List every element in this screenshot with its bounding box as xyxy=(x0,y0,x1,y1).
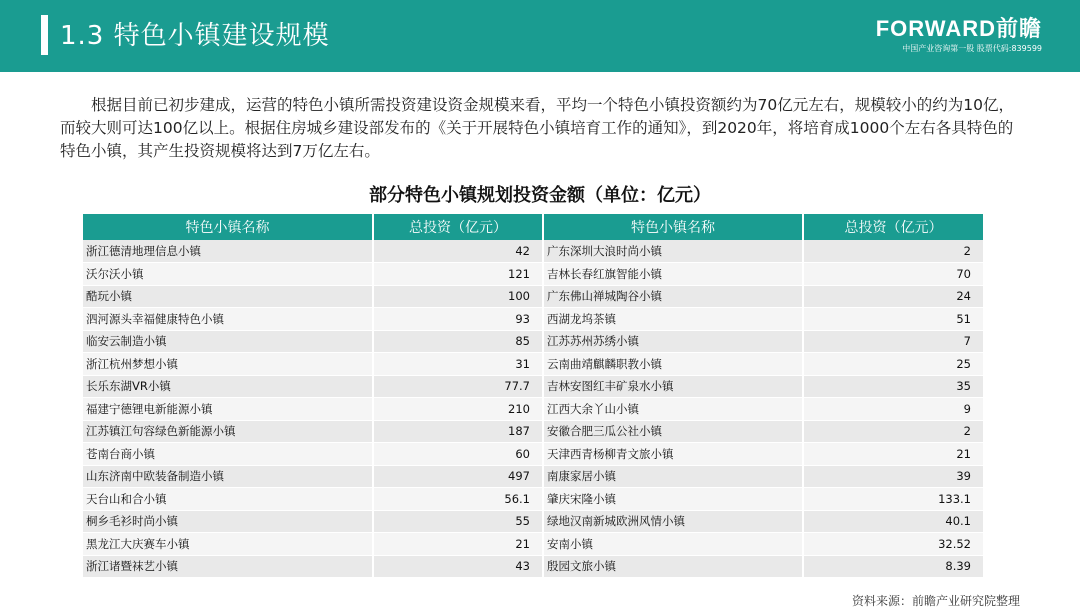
investment-right-cell: 133.1 xyxy=(803,488,983,511)
town-name-right-cell: 江苏苏州苏绣小镇 xyxy=(543,330,803,353)
town-name-right-cell: 肇庆宋隆小镇 xyxy=(543,488,803,511)
investment-right-cell: 21 xyxy=(803,443,983,466)
town-name-right-cell: 南康家居小镇 xyxy=(543,465,803,488)
table-header-row xyxy=(83,214,983,240)
town-name-left-cell: 山东济南中欧装备制造小镇 xyxy=(83,465,373,488)
town-name-left-cell: 桐乡毛衫时尚小镇 xyxy=(83,510,373,533)
table-row xyxy=(83,420,983,443)
investment-left-cell: 55 xyxy=(373,510,543,533)
investment-right-cell: 2 xyxy=(803,240,983,263)
investment-left-cell: 21 xyxy=(373,533,543,556)
town-name-left-cell: 长乐东湖VR小镇 xyxy=(83,375,373,398)
header-town-name-right: 特色小镇名称 xyxy=(543,214,803,240)
table-row xyxy=(83,263,983,286)
investment-right-cell: 32.52 xyxy=(803,533,983,556)
investment-left-cell: 100 xyxy=(373,285,543,308)
investment-left-cell: 121 xyxy=(373,263,543,286)
town-name-right-cell: 云南曲靖麒麟职教小镇 xyxy=(543,353,803,376)
town-name-left-cell: 浙江杭州梦想小镇 xyxy=(83,353,373,376)
table-row xyxy=(83,398,983,421)
logo-tagline: 中国产业咨询第一股 股票代码:839599 xyxy=(902,44,1042,53)
town-name-right-cell: 安南小镇 xyxy=(543,533,803,556)
investment-left-cell: 210 xyxy=(373,398,543,421)
town-name-right-cell: 吉林安图红丰矿泉水小镇 xyxy=(543,375,803,398)
town-name-left-cell: 福建宁德锂电新能源小镇 xyxy=(83,398,373,421)
investment-right-cell: 51 xyxy=(803,308,983,331)
investment-left-cell: 56.1 xyxy=(373,488,543,511)
table-row xyxy=(83,443,983,466)
town-name-left-cell: 黑龙江大庆赛车小镇 xyxy=(83,533,373,556)
investment-right-cell: 39 xyxy=(803,465,983,488)
table-row xyxy=(83,330,983,353)
town-name-right-cell: 绿地汉南新城欧洲风情小镇 xyxy=(543,510,803,533)
table-row xyxy=(83,465,983,488)
table-row xyxy=(83,555,983,578)
town-name-right-cell: 殷园文旅小镇 xyxy=(543,555,803,578)
town-name-left-cell: 苍南台商小镇 xyxy=(83,443,373,466)
investment-right-cell: 9 xyxy=(803,398,983,421)
header-investment-right: 总投资（亿元） xyxy=(803,214,983,240)
table-row xyxy=(83,375,983,398)
investment-left-cell: 43 xyxy=(373,555,543,578)
town-name-left-cell: 泗河源头幸福健康特色小镇 xyxy=(83,308,373,331)
investment-table xyxy=(83,214,983,578)
town-name-left-cell: 临安云制造小镇 xyxy=(83,330,373,353)
table-row xyxy=(83,353,983,376)
table-row xyxy=(83,488,983,511)
logo-brand: FORWARD前瞻 xyxy=(875,16,1042,41)
investment-right-cell: 8.39 xyxy=(803,555,983,578)
investment-left-cell: 42 xyxy=(373,240,543,263)
investment-right-cell: 25 xyxy=(803,353,983,376)
table-body xyxy=(83,240,983,578)
town-name-right-cell: 江西大余丫山小镇 xyxy=(543,398,803,421)
investment-right-cell: 70 xyxy=(803,263,983,286)
investment-right-cell: 7 xyxy=(803,330,983,353)
investment-right-cell: 40.1 xyxy=(803,510,983,533)
town-name-right-cell: 西湖龙坞茶镇 xyxy=(543,308,803,331)
header-investment-left: 总投资（亿元） xyxy=(373,214,543,240)
table-title: 部分特色小镇规划投资金额（单位：亿元） xyxy=(369,185,711,206)
table-row xyxy=(83,285,983,308)
header-town-name-left: 特色小镇名称 xyxy=(83,214,373,240)
investment-right-cell: 2 xyxy=(803,420,983,443)
investment-left-cell: 497 xyxy=(373,465,543,488)
investment-left-cell: 187 xyxy=(373,420,543,443)
investment-left-cell: 31 xyxy=(373,353,543,376)
investment-right-cell: 35 xyxy=(803,375,983,398)
town-name-right-cell: 吉林长春红旗智能小镇 xyxy=(543,263,803,286)
table-row xyxy=(83,240,983,263)
town-name-left-cell: 沃尔沃小镇 xyxy=(83,263,373,286)
town-name-left-cell: 浙江诸暨袜艺小镇 xyxy=(83,555,373,578)
investment-left-cell: 77.7 xyxy=(373,375,543,398)
town-name-left-cell: 天台山和合小镇 xyxy=(83,488,373,511)
title-accent-bar xyxy=(41,15,48,55)
town-name-left-cell: 浙江德清地理信息小镇 xyxy=(83,240,373,263)
page-title: 1.3 特色小镇建设规模 xyxy=(60,21,330,51)
table-row xyxy=(83,308,983,331)
header-banner xyxy=(0,0,1080,72)
forward-logo xyxy=(876,17,1042,55)
investment-left-cell: 60 xyxy=(373,443,543,466)
town-name-right-cell: 广东深圳大浪时尚小镇 xyxy=(543,240,803,263)
table-row xyxy=(83,510,983,533)
investment-right-cell: 24 xyxy=(803,285,983,308)
source-note: 资料来源：前瞻产业研究院整理 xyxy=(851,594,1020,608)
intro-paragraph: 根据目前已初步建成，运营的特色小镇所需投资建设资金规模来看，平均一个特色小镇投资额约为70亿元左右，规模较小的约为10亿，而较大则可达100亿以上。根据住房城乡建设部发布的《关于开展特色小镇培育工作的通知》，到2020年，将培育成1000个左右各具特色的特色小镇，其产生投资规模将达到7万亿左右。 xyxy=(60,96,1014,160)
town-name-right-cell: 安徽合肥三瓜公社小镇 xyxy=(543,420,803,443)
town-name-right-cell: 广东佛山禅城陶谷小镇 xyxy=(543,285,803,308)
investment-left-cell: 93 xyxy=(373,308,543,331)
town-name-left-cell: 江苏镇江句容绿色新能源小镇 xyxy=(83,420,373,443)
town-name-right-cell: 天津西青杨柳青文旅小镇 xyxy=(543,443,803,466)
table-row xyxy=(83,533,983,556)
town-name-left-cell: 酷玩小镇 xyxy=(83,285,373,308)
investment-left-cell: 85 xyxy=(373,330,543,353)
